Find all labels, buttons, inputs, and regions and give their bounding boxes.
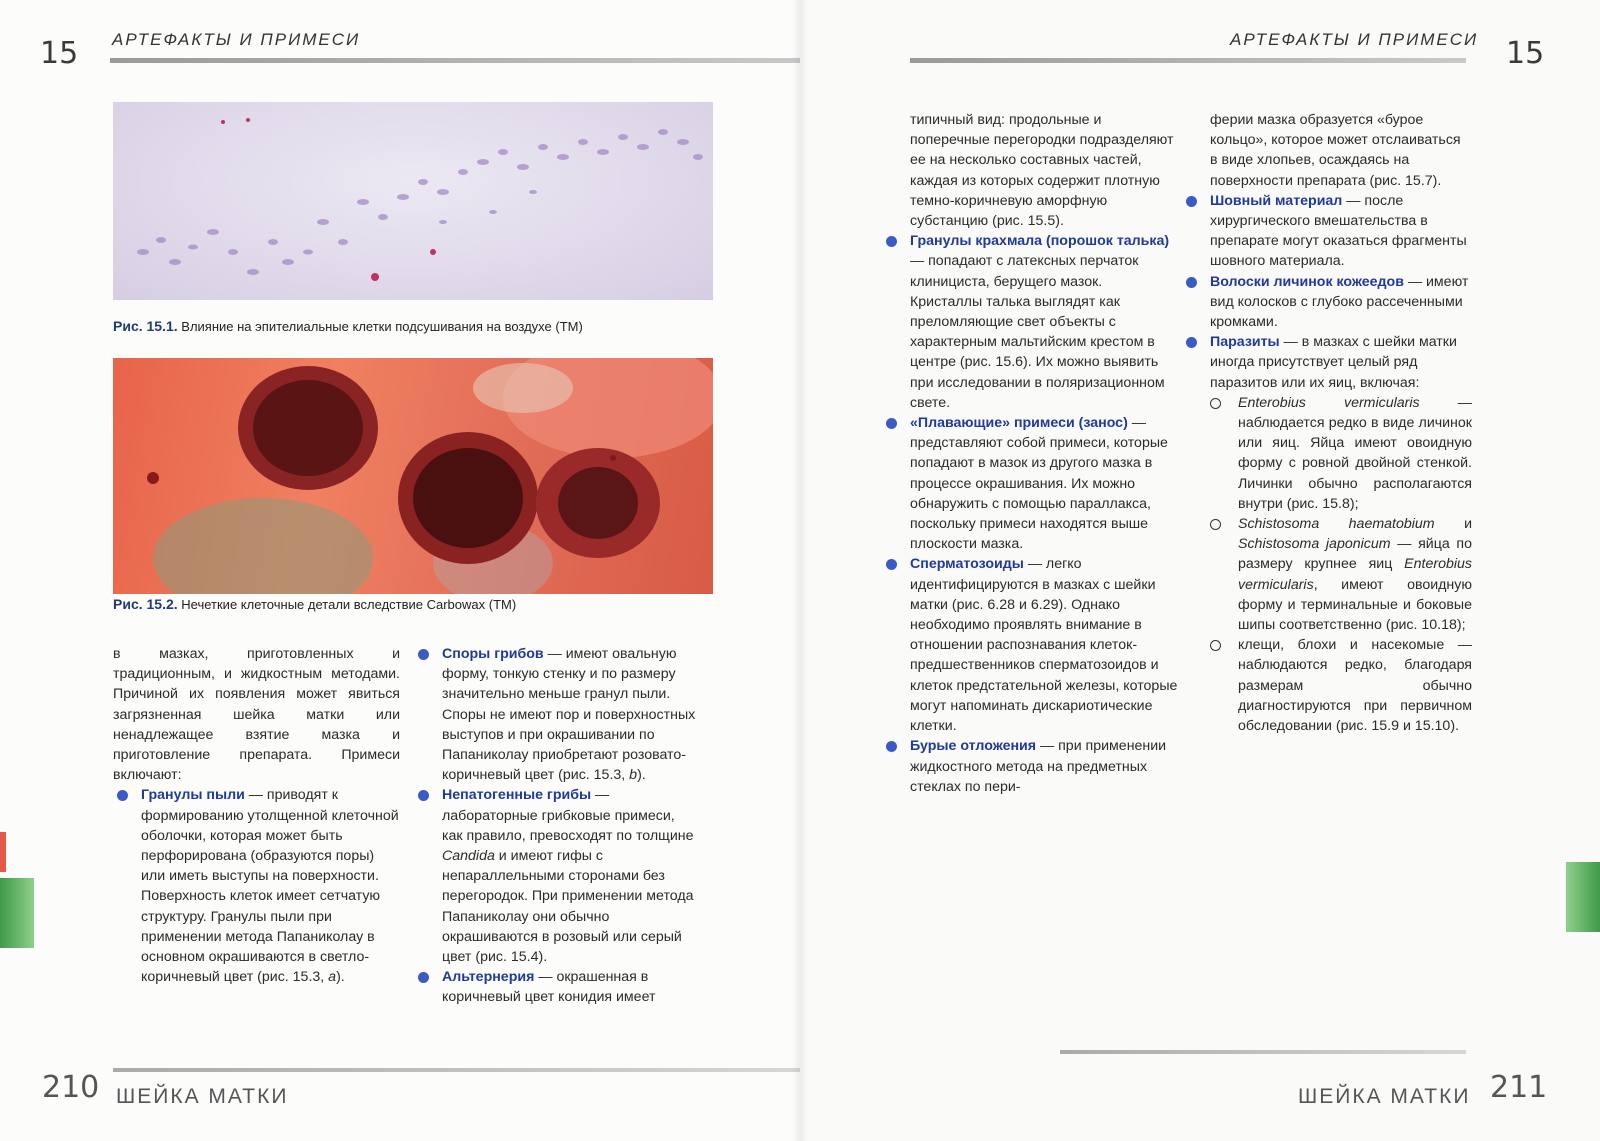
chapter-number: 15	[40, 36, 79, 71]
edge-tab	[0, 832, 6, 872]
list-item: Споры грибов — имеют овальную форму, тонкую стенку и по размеру значительно меньше гранул пыли. Споры не имеют пор и поверхностных выступов и при окрашивании по Папаниколау приобретают розовато-коричневый цвет (рис. 15.3, b).	[414, 644, 698, 785]
footer-rule	[1060, 1050, 1466, 1054]
footer-rule	[113, 1068, 800, 1072]
term: Альтернерия	[442, 969, 535, 986]
term: «Плавающие» примеси (занос)	[910, 415, 1128, 432]
paragraph: ферии мазка образуется «бурое кольцо», которое может отслаиваться в виде хлопьев, осаждаясь на поверхности препарата (рис. 15.7).	[1210, 112, 1461, 189]
list-item: Гранулы крахмала (порошок талька) — попадают с латексных перчаток клинициста, берущего мазок. Кристаллы талька выглядят как преломляющие свет объекты с характерным мальтийским крестом в центре (рис. 15.6). Их можно выявить при исследовании в поляризационном свете.	[882, 231, 1178, 413]
figure-15-2-image	[113, 358, 713, 594]
right-column-2	[1210, 110, 1472, 736]
sub-list-item: Schistosoma haematobium и Schistosoma japonicum — яйца по размеру крупнее яиц Enterobius vermicularis, имеют овоидную форму и терминальные и боковые шипы соответственно (рис. 10.18);	[1210, 514, 1472, 635]
page-number: 211	[1490, 1070, 1548, 1105]
left-column-1	[113, 644, 400, 987]
caption-label: Рис. 15.1.	[113, 318, 178, 334]
running-head: АРТЕФАКТЫ И ПРИМЕСИ	[1230, 30, 1479, 49]
figure-15-1-image	[113, 102, 713, 300]
list-item: Волоски личинок кожеедов — имеют вид колосков с глубоко рассеченными кромками.	[1182, 272, 1472, 333]
footer-title: ШЕЙКА МАТКИ	[1298, 1085, 1471, 1108]
thumb-index-tab	[0, 878, 34, 948]
term: Гранулы крахмала (порошок талька)	[910, 233, 1170, 250]
term: Сперматозоиды	[910, 556, 1024, 573]
list-item: Сперматозоиды — легко идентифицируются в мазках с шейки матки (рис. 6.28 и 6.29). Однако необходимо проявлять внимание в отношении распознавания клеток-предшественников сперматозоидов и клеток предстательной железы, которые могут напоминать дискариотические клетки.	[882, 554, 1178, 736]
term: Споры грибов	[442, 646, 544, 662]
thumb-index-tab	[1566, 862, 1600, 932]
list-item: Шовный материал — после хирургического вмешательства в препарате могут оказаться фрагменты шовного материала.	[1182, 191, 1472, 272]
term: Шовный материал	[1210, 192, 1343, 209]
paragraph: в мазках, приготовленных и традиционным, и жидкостным методами. Причиной их появления может явиться загрязненная шейка матки или ненадлежащее взятие мазка и приготовление препарата. Примеси включают:	[113, 646, 400, 784]
page-number: 210	[42, 1070, 100, 1105]
term: Бурые отложения	[910, 738, 1037, 755]
right-column-1	[910, 110, 1178, 797]
list-item: Гранулы пыли — приводят к формированию утолщенной клеточной оболочки, которая может быть перфорирована (образуются поры) или иметь выступы на поверхности. Поверхность клеток имеет сетчатую структуру. Гранулы пыли при применении метода Папаниколау в основном окрашиваются в светло-коричневый цвет (рис. 15.3, a).	[113, 785, 400, 987]
list-item: Бурые отложения — при применении жидкостного метода на предметных стеклах по пери-	[882, 736, 1178, 797]
running-head: АРТЕФАКТЫ И ПРИМЕСИ	[112, 30, 361, 49]
chapter-number: 15	[1506, 36, 1545, 71]
term: Паразиты	[1210, 334, 1280, 351]
caption-label: Рис. 15.2.	[113, 596, 178, 612]
paragraph: типичный вид: продольные и поперечные перегородки подразделяют ее на несколько составных частей, каждая из которых содержит плотную темно-коричневую аморфную субстанцию (рис. 15.5).	[910, 112, 1174, 230]
list-item: Паразиты — в мазках с шейки матки иногда присутствует целый ряд паразитов или их яиц, включая:	[1182, 332, 1472, 393]
term: Гранулы пыли	[141, 787, 245, 804]
term: Волоски личинок кожеедов	[1210, 273, 1404, 290]
figure-15-2-caption	[113, 596, 516, 612]
sub-list-item: Enterobius vermicularis — наблюдается редко в виде личинок или яиц. Яйца имеют овоидную форму с ровной двойной стенкой. Личинки обычно располагаются внутри (рис. 15.8);	[1210, 393, 1472, 514]
header-rule	[910, 58, 1466, 63]
left-column-2	[414, 644, 698, 1008]
list-item: «Плавающие» примеси (занос) — представляют собой примеси, которые попадают в мазок из другого мазка в процессе окрашивания. Их можно обнаружить с помощью параллакса, поскольку примеси находятся выше плоскости мазка.	[882, 413, 1178, 554]
footer-title: ШЕЙКА МАТКИ	[116, 1085, 289, 1108]
list-item: Альтернерия — окрашенная в коричневый цвет конидия имеет	[414, 967, 698, 1007]
header-rule	[110, 58, 800, 63]
book-gutter	[792, 0, 808, 1141]
micrograph-carbowax-cells	[113, 358, 713, 594]
figure-15-1-caption	[113, 318, 583, 334]
caption-text: Влияние на эпителиальные клетки подсушивания на воздухе (ТМ)	[181, 319, 583, 334]
list-item: Непатогенные грибы — лабораторные грибковые примеси, как правило, превосходят по толщине Candida и имеют гифы с непараллельными сторонами без перегородок. При применении метода Папаниколау они обычно окрашиваются в розовый или серый цвет (рис. 15.4).	[414, 785, 698, 967]
caption-text: Нечеткие клеточные детали вследствие Carbowax (ТМ)	[181, 597, 517, 612]
right-page	[800, 0, 1600, 1141]
micrograph-air-dried-cells	[113, 102, 713, 300]
term: Непатогенные грибы	[442, 787, 592, 804]
sub-list-item: клещи, блохи и насекомые — наблюдаются редко, благодаря размерам обычно диагностируются при первичном обследовании (рис. 15.9 и 15.10).	[1210, 635, 1472, 736]
